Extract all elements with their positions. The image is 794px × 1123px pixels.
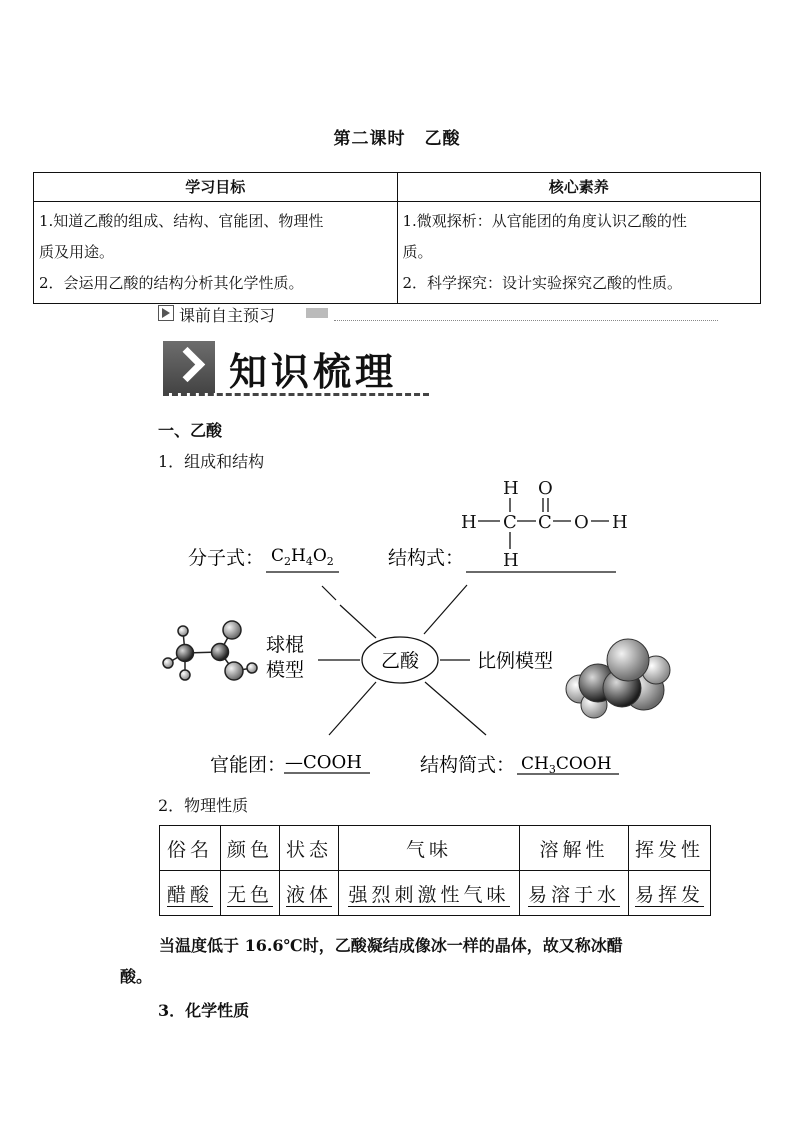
ball-stick-label: 模型 <box>266 659 305 681</box>
phys-header: 气味 <box>339 826 520 871</box>
chevron-right-icon <box>163 341 215 393</box>
section-bar-divider <box>334 320 718 321</box>
functional-group-value: —COOH <box>285 752 362 773</box>
phys-value <box>221 871 280 916</box>
atom-o: O <box>538 478 553 499</box>
structural-label: 结构式： <box>388 547 465 569</box>
objectives-literacy-cell <box>397 202 761 304</box>
lesson-topic: 乙酸 <box>424 129 461 149</box>
phys-answer: 易挥发 <box>634 883 704 906</box>
literacy-line: 质。 <box>402 243 433 261</box>
phys-value <box>280 871 339 916</box>
ball-stick-label: 球棍 <box>266 634 305 656</box>
phys-value <box>339 871 520 916</box>
objectives-table <box>33 172 761 304</box>
banner-divider <box>163 393 429 396</box>
section-bar-block <box>306 308 328 318</box>
ball-stick-model-icon <box>163 621 257 680</box>
paragraph-line: 酸。 <box>120 967 153 986</box>
literacy-line: 1.微观探析：从官能团的角度认识乙酸的性 <box>402 212 687 230</box>
heading-acetic-acid: 一、乙酸 <box>158 421 223 440</box>
lesson-label: 第二课时 <box>333 129 406 149</box>
knowledge-banner <box>163 337 429 397</box>
literacy-line: 2．科学探究：设计实验探究乙酸的性质。 <box>402 274 683 292</box>
phys-header: 颜色 <box>221 826 280 871</box>
heading-physical: 2．物理性质 <box>158 796 249 815</box>
simplified-formula-value: $CH_3COOH$ <box>521 754 612 776</box>
phys-value <box>629 871 711 916</box>
space-filling-model-icon <box>566 639 670 718</box>
phys-header: 溶解性 <box>520 826 629 871</box>
phys-header: 俗名 <box>160 826 221 871</box>
center-label: 乙酸 <box>380 650 420 672</box>
phys-answer: 易溶于水 <box>527 883 620 906</box>
formula-value: $C_2H_4O_2$ <box>271 546 334 568</box>
goal-line: 1.知道乙酸的组成、结构、官能团、物理性 <box>39 212 324 230</box>
objectives-header-literacy: 核心素养 <box>397 173 761 202</box>
phys-answer: 强烈刺激性气味 <box>348 883 510 906</box>
phys-value <box>520 871 629 916</box>
atom-o: O <box>574 512 589 533</box>
structural-formula <box>461 478 628 571</box>
atom-c: C <box>503 512 517 533</box>
heading-composition: 1．组成和结构 <box>158 452 265 471</box>
atom-h: H <box>503 478 519 499</box>
atom-h: H <box>461 512 477 533</box>
objectives-goals-cell <box>34 202 398 304</box>
section-bar <box>158 304 718 325</box>
section-label: 课前自主预习 <box>179 306 276 325</box>
space-filling-label: 比例模型 <box>477 650 554 672</box>
phys-answer: 液体 <box>285 883 332 906</box>
atom-h: H <box>612 512 628 533</box>
formula-label: 分子式： <box>188 547 265 569</box>
phys-answer: 无色 <box>226 883 273 906</box>
phys-answer: 醋酸 <box>166 883 213 906</box>
phys-value <box>160 871 221 916</box>
banner-label: 知识梳理 <box>229 350 398 394</box>
acetic-acid-diagram <box>0 470 794 790</box>
paragraph-line: 当温度低于 16.6℃时，乙酸凝结成像冰一样的晶体，故又称冰醋 <box>159 936 623 955</box>
simplified-formula-label: 结构简式： <box>420 754 516 776</box>
page-title <box>0 124 794 149</box>
phys-header: 状态 <box>280 826 339 871</box>
functional-group-label: 官能团： <box>210 754 287 776</box>
phys-header: 挥发性 <box>629 826 711 871</box>
objectives-header-goals: 学习目标 <box>34 173 398 202</box>
atom-c: C <box>538 512 552 533</box>
play-icon <box>158 305 174 321</box>
goal-line: 2．会运用乙酸的结构分析其化学性质。 <box>39 274 304 292</box>
physical-properties-table <box>159 825 711 916</box>
atom-h: H <box>503 550 519 571</box>
goal-line: 质及用途。 <box>39 243 115 261</box>
heading-chemical: 3．化学性质 <box>158 1001 250 1020</box>
